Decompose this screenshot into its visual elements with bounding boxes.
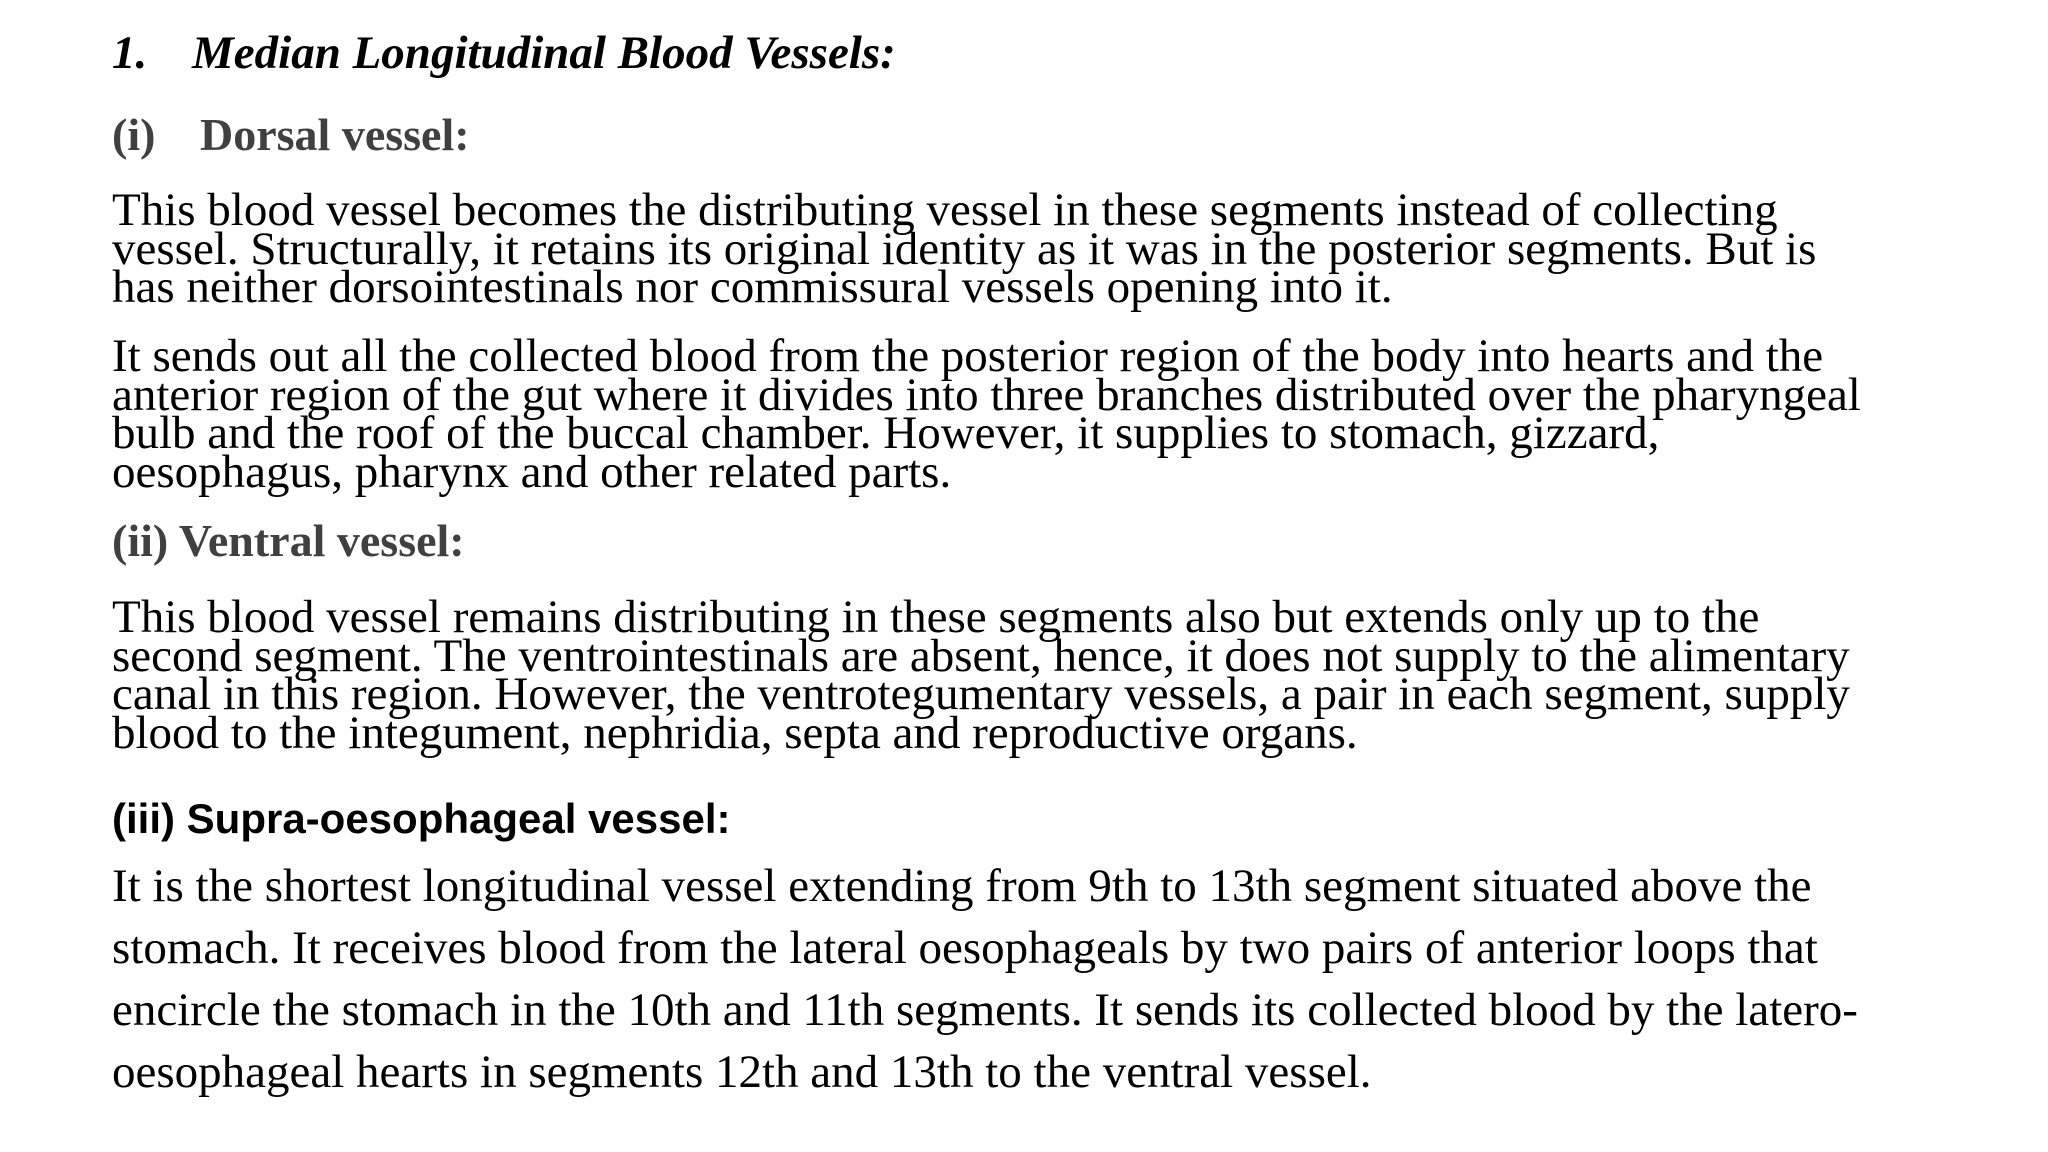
text-line: It is the shortest longitudinal vessel extending from 9th to 13th segment situated above the <box>112 860 1812 912</box>
text-line: second segment. The ventrointestinals are absent, hence, it does not supply to the alimentary <box>112 629 1850 682</box>
text-line: vessel. Structurally, it retains its original identity as it was in the posterior segments. But is <box>112 222 1817 275</box>
subheading-supra-oesophageal-vessel <box>112 795 731 843</box>
text-line: oesophagus, pharynx and other related parts. <box>112 445 952 498</box>
text-line: This blood vessel becomes the distributing vessel in these segments instead of collecting <box>112 184 1778 236</box>
subheading-number: (i) <box>112 109 156 160</box>
text-line: encircle the stomach in the 10th and 11th segments. It sends its collected blood by the latero- <box>112 984 1858 1036</box>
supra-paragraph <box>112 855 1858 1103</box>
text-line: has neither dorsointestinals nor commissural vessels opening into it. <box>112 261 1393 313</box>
text-line: canal in this region. However, the ventrotegumentary vessels, a pair in each segment, supply <box>112 668 1850 720</box>
subheading-title: (ii) Ventral vessel: <box>112 515 465 566</box>
section-heading-median-vessels <box>112 26 896 80</box>
dorsal-paragraph-2 <box>112 330 1861 498</box>
dorsal-paragraph-1 <box>112 184 1817 313</box>
text-line: This blood vessel remains distributing in these segments also but extends only up to the <box>112 591 1760 643</box>
section-title: Median Longitudinal Blood Vessels: <box>192 27 896 79</box>
text-line: bulb and the roof of the buccal chamber. However, it supplies to stomach, gizzard, <box>112 407 1660 459</box>
text-line: oesophageal hearts in segments 12th and 13th to the ventral vessel. <box>112 1046 1372 1098</box>
text-line: blood to the integument, nephridia, septa and reproductive organs. <box>112 706 1358 759</box>
text-line: stomach. It receives blood from the lateral oesophageals by two pairs of anterior loops that <box>112 922 1818 974</box>
subheading-dorsal-vessel <box>112 108 470 161</box>
subheading-title: Dorsal vessel: <box>200 109 470 160</box>
subheading-title: (iii) Supra-oesophageal vessel: <box>112 795 731 842</box>
text-line: anterior region of the gut where it divides into three branches distributed over the pharyngeal <box>112 368 1861 421</box>
text-line: It sends out all the collected blood from the posterior region of the body into hearts and the <box>112 330 1824 382</box>
section-number: 1. <box>112 27 148 79</box>
ventral-paragraph <box>112 591 1850 759</box>
subheading-ventral-vessel <box>112 514 465 567</box>
